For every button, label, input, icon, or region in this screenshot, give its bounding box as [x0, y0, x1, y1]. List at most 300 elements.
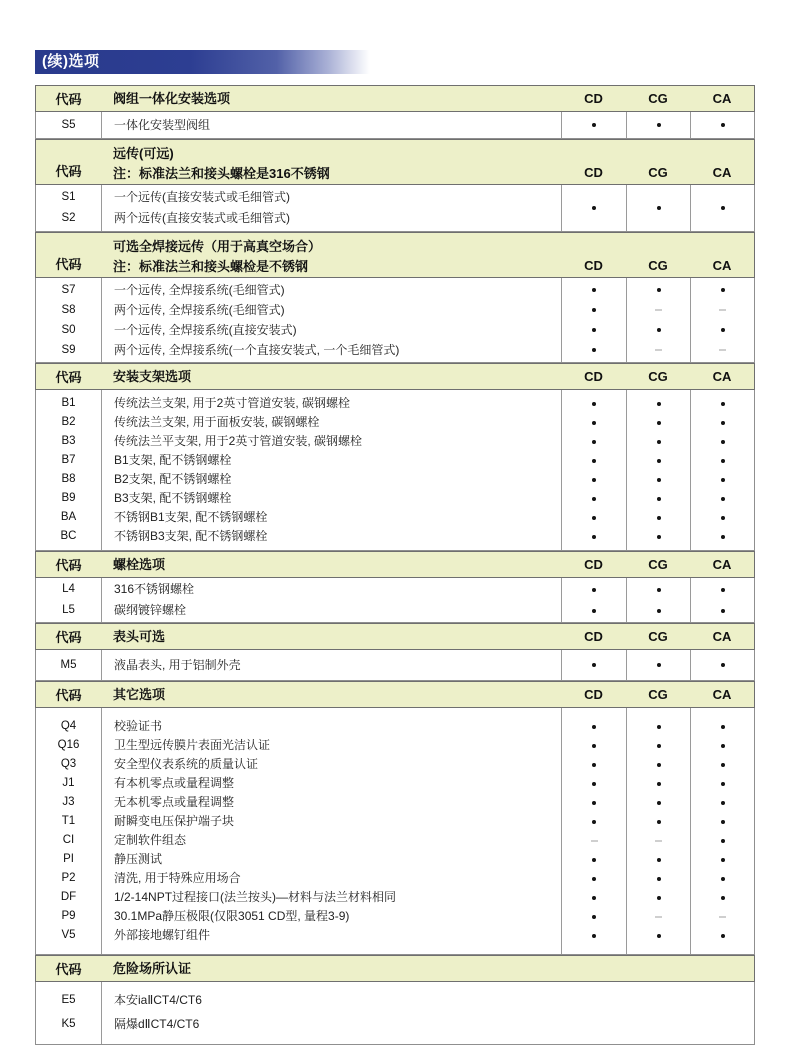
availability-cell [691, 888, 754, 907]
not-available-dash [719, 916, 726, 918]
option-description: 碳纲镀锌螺栓 [114, 603, 187, 617]
availability-dot [721, 609, 725, 613]
column-header-CG: CG [648, 557, 668, 572]
availability-cell [627, 651, 690, 679]
availability-cell [627, 907, 690, 926]
option-description: B1支架, 配不锈钢螺栓 [114, 453, 232, 467]
availability-cell [562, 831, 626, 850]
option-description: 传统法兰支架, 用于2英寸管道安装, 碳钢螺栓 [114, 396, 351, 410]
option-code: BA [60, 511, 77, 523]
availability-dot [592, 915, 596, 919]
availability-cell [691, 907, 754, 926]
section-header [35, 363, 755, 390]
column-header-CA: CA [712, 557, 732, 572]
not-available-dash [719, 349, 726, 351]
availability-dot [592, 328, 596, 332]
option-description: 校验证书 [114, 719, 163, 733]
description-column [101, 278, 561, 362]
code-column [36, 185, 101, 231]
availability-dot [592, 763, 596, 767]
option-description: 有本机零点或量程调整 [114, 776, 235, 790]
code-column-header: 代码 [55, 962, 82, 977]
availability-cell [627, 600, 690, 621]
section-header [35, 85, 755, 112]
availability-cell [691, 793, 754, 812]
availability-cell [691, 280, 754, 300]
option-description: B2支架, 配不锈钢螺栓 [114, 472, 232, 486]
option-code: B9 [61, 492, 76, 504]
code-column [36, 112, 101, 138]
option-code: B2 [61, 416, 76, 428]
availability-cell [691, 869, 754, 888]
option-description: B3支架, 配不锈钢螺栓 [114, 491, 232, 505]
option-code: S1 [61, 191, 76, 203]
availability-dot [657, 896, 661, 900]
availability-dot [592, 609, 596, 613]
section-header [35, 139, 755, 185]
not-available-dash [655, 349, 662, 351]
availability-cell [562, 340, 626, 360]
option-code: Q4 [60, 720, 77, 732]
code-column [36, 708, 101, 954]
availability-dot [592, 123, 596, 127]
option-description: 不锈钢B1支架, 配不锈钢螺栓 [114, 510, 268, 524]
sections [35, 85, 755, 1045]
option-section [35, 551, 755, 623]
availability-dot [592, 588, 596, 592]
availability-cell [627, 850, 690, 869]
option-description: 一体化安装型阀组 [114, 118, 211, 132]
availability-dot [721, 896, 725, 900]
option-section [35, 139, 755, 232]
availability-column-CA [690, 578, 754, 622]
availability-dot [721, 588, 725, 592]
column-header-CG: CG [648, 369, 668, 384]
option-code: B8 [61, 473, 76, 485]
option-description: 卫生型远传膜片表面光洁认证 [114, 738, 271, 752]
availability-dot [592, 782, 596, 786]
option-section [35, 955, 755, 1045]
code-column [36, 650, 101, 680]
availability-dot [657, 328, 661, 332]
section-body [35, 278, 755, 363]
availability-cell [627, 320, 690, 340]
column-header-CA: CA [712, 687, 732, 702]
column-header-CD: CD [584, 369, 603, 384]
availability-column-CA [690, 185, 754, 231]
availability-cell [562, 793, 626, 812]
option-code: L4 [62, 583, 75, 595]
column-header-CA: CA [712, 258, 732, 273]
section-title [101, 627, 561, 647]
availability-cell [562, 600, 626, 621]
option-code: S5 [61, 119, 76, 131]
availability-dot [592, 478, 596, 482]
availability-cell [627, 717, 690, 736]
availability-cell [691, 470, 754, 489]
availability-column-CG [626, 390, 690, 550]
option-section [35, 85, 755, 139]
option-code: S8 [61, 304, 76, 316]
availability-column-CA [690, 390, 754, 550]
code-column [36, 278, 101, 362]
availability-dot [657, 858, 661, 862]
availability-cell [562, 736, 626, 755]
availability-dot [721, 663, 725, 667]
description-column [101, 390, 561, 550]
code-column-header: 代码 [55, 92, 82, 107]
description-column [101, 112, 561, 138]
availability-cell [691, 774, 754, 793]
availability-dot [657, 288, 661, 292]
availability-dot [657, 609, 661, 613]
code-column-header: 代码 [55, 688, 82, 703]
availability-cell [627, 432, 690, 451]
availability-cell [627, 888, 690, 907]
option-code: T1 [61, 815, 76, 827]
availability-dot [592, 744, 596, 748]
availability-cell [627, 831, 690, 850]
option-description: 316不锈钢螺栓 [114, 582, 195, 596]
description-column [101, 650, 561, 680]
availability-cell [627, 470, 690, 489]
column-header-CD: CD [584, 557, 603, 572]
option-code: B1 [61, 397, 76, 409]
option-code: J1 [62, 777, 75, 789]
availability-cell [627, 413, 690, 432]
availability-dot [592, 801, 596, 805]
availability-dot [657, 516, 661, 520]
option-description: 清洗, 用于特殊应用场合 [114, 871, 241, 885]
option-code: B7 [61, 454, 76, 466]
code-column-header: 代码 [55, 370, 82, 385]
availability-dot [721, 820, 725, 824]
column-header-CD: CD [584, 165, 603, 180]
availability-dot [592, 206, 596, 210]
availability-column-CD [561, 390, 626, 550]
availability-column-CA [690, 112, 754, 138]
availability-dot [592, 288, 596, 292]
section-title-line: 注：标准法兰和接头螺检是不锈钢 [113, 259, 309, 274]
column-header-CG: CG [648, 258, 668, 273]
column-header-CD: CD [584, 629, 603, 644]
availability-cell [562, 394, 626, 413]
availability-dot [592, 516, 596, 520]
column-header-CG: CG [648, 629, 668, 644]
availability-cell [691, 451, 754, 470]
option-description: 一个远传, 全焊接系统(直接安装式) [114, 323, 297, 337]
code-column-header: 代码 [55, 257, 82, 272]
availability-cell [691, 413, 754, 432]
code-column-header: 代码 [55, 558, 82, 573]
availability-dot [657, 478, 661, 482]
availability-dot [592, 440, 596, 444]
section-title [101, 144, 561, 184]
option-code: M5 [60, 659, 77, 671]
option-code: S7 [61, 284, 76, 296]
availability-cell [691, 320, 754, 340]
availability-cell [691, 831, 754, 850]
availability-dot [721, 763, 725, 767]
availability-cell [562, 112, 626, 138]
availability-cell [627, 280, 690, 300]
section-title [101, 237, 561, 277]
availability-dot [592, 858, 596, 862]
availability-dot [657, 206, 661, 210]
option-code: B3 [61, 435, 76, 447]
availability-dot [657, 123, 661, 127]
option-description: 两个远传, 全焊接系统(一个直接安装式, 一个毛细管式) [114, 343, 400, 357]
page-content [35, 50, 755, 1045]
option-code: J3 [62, 796, 75, 808]
option-description: 不锈钢B3支架, 配不锈钢螺栓 [114, 529, 268, 543]
option-description: 隔爆dⅡCT4/CT6 [114, 1017, 200, 1031]
section-title [101, 685, 561, 705]
option-description: 静压测试 [114, 852, 163, 866]
availability-dot [657, 725, 661, 729]
option-code: P9 [61, 910, 76, 922]
availability-dot [657, 497, 661, 501]
option-description: 定制软件组态 [114, 833, 187, 847]
availability-column-CD [561, 112, 626, 138]
availability-dot [592, 402, 596, 406]
availability-cell [562, 907, 626, 926]
availability-dot [592, 896, 596, 900]
availability-cell [691, 850, 754, 869]
column-header-CD: CD [584, 258, 603, 273]
availability-cell [691, 651, 754, 679]
availability-cell [627, 340, 690, 360]
availability-dot [721, 288, 725, 292]
availability-cell [627, 755, 690, 774]
availability-dot [592, 535, 596, 539]
not-available-dash [655, 916, 662, 918]
availability-dot [592, 497, 596, 501]
availability-dot [592, 725, 596, 729]
availability-dot [721, 744, 725, 748]
availability-cell [627, 812, 690, 831]
column-header-CA: CA [712, 91, 732, 106]
availability-cell [627, 926, 690, 945]
availability-cell [627, 736, 690, 755]
description-column [101, 578, 561, 622]
availability-dot [657, 663, 661, 667]
section-body [35, 185, 755, 232]
section-header [35, 232, 755, 278]
description-column [101, 185, 561, 231]
option-code: L5 [62, 604, 75, 616]
column-header-CD: CD [584, 91, 603, 106]
availability-cell [562, 651, 626, 679]
section-title-line: 表头可选 [113, 628, 166, 644]
availability-dot [657, 459, 661, 463]
availability-cell [562, 300, 626, 320]
option-description: 无本机零点或量程调整 [114, 795, 235, 809]
availability-dot [657, 820, 661, 824]
availability-cell [562, 717, 626, 736]
section-header [35, 681, 755, 708]
availability-dot [657, 535, 661, 539]
availability-cell [691, 926, 754, 945]
availability-cell [627, 869, 690, 888]
availability-cell [627, 300, 690, 320]
option-code: P2 [61, 872, 76, 884]
availability-column-CD [561, 278, 626, 362]
availability-dot [657, 801, 661, 805]
section-title [101, 959, 754, 979]
availability-cell [691, 527, 754, 546]
section-title-line: 危险场所认证 [113, 960, 192, 976]
section-title-line: 安装支架选项 [113, 368, 192, 384]
option-description: 传统法兰平支架, 用于2英寸管道安装, 碳钢螺栓 [114, 434, 363, 448]
availability-cell [691, 432, 754, 451]
availability-cell [627, 527, 690, 546]
availability-cell [691, 300, 754, 320]
option-description: 一个远传(直接安装式或毛细管式) [114, 190, 290, 204]
availability-column-CG [626, 650, 690, 680]
page-title: (续)选项 [35, 50, 380, 74]
availability-dot [721, 440, 725, 444]
availability-dot [657, 877, 661, 881]
availability-dot [721, 459, 725, 463]
availability-cell [691, 489, 754, 508]
not-available-dash [655, 840, 662, 842]
description-column [101, 708, 561, 954]
availability-dot [657, 588, 661, 592]
availability-cell [562, 320, 626, 340]
availability-dot [592, 663, 596, 667]
availability-cell [562, 432, 626, 451]
section-title-line: 螺栓选项 [113, 556, 166, 572]
availability-cell [562, 489, 626, 508]
availability-cell [627, 394, 690, 413]
not-available-dash [655, 309, 662, 311]
availability-column-CA [690, 278, 754, 362]
availability-column-CG [626, 708, 690, 954]
code-column-header: 代码 [55, 164, 82, 179]
section-title-line: 可选全焊接远传（用于高真空场合） [113, 239, 322, 254]
availability-cell [627, 508, 690, 527]
availability-cell [627, 112, 690, 138]
option-section [35, 232, 755, 363]
availability-dot [721, 206, 725, 210]
not-available-dash [591, 840, 598, 842]
code-column [36, 578, 101, 622]
section-title-line: 注：标准法兰和接头螺栓是316不锈钢 [113, 166, 330, 181]
availability-column-CG [626, 578, 690, 622]
availability-dot [657, 402, 661, 406]
availability-dot [592, 820, 596, 824]
section-body [35, 982, 755, 1045]
availability-cell [562, 850, 626, 869]
option-description: 安全型仪表系统的质量认证 [114, 757, 259, 771]
option-code: K5 [61, 1018, 76, 1030]
availability-cell [691, 394, 754, 413]
description-column [101, 982, 754, 1044]
availability-cell [562, 812, 626, 831]
option-code: V5 [61, 929, 76, 941]
option-description: 30.1MPa静压极限(仅限3051 CD型, 量程3-9) [114, 909, 350, 923]
availability-column-CD [561, 708, 626, 954]
availability-column-CG [626, 112, 690, 138]
availability-column-CG [626, 185, 690, 231]
section-body [35, 578, 755, 623]
option-description: 本安iaⅡCT4/CT6 [114, 993, 202, 1007]
availability-cell [691, 579, 754, 600]
availability-cell [691, 755, 754, 774]
availability-cell [691, 508, 754, 527]
availability-cell [691, 812, 754, 831]
availability-column-CA [690, 650, 754, 680]
availability-dot [592, 459, 596, 463]
section-title [101, 89, 561, 109]
option-code: PI [63, 853, 74, 865]
column-header-CG: CG [648, 687, 668, 702]
option-code: Q16 [57, 739, 80, 751]
availability-dot [721, 402, 725, 406]
section-body [35, 708, 755, 955]
availability-cell [562, 508, 626, 527]
option-code: DF [60, 891, 77, 903]
option-code: E5 [61, 994, 76, 1006]
section-title-line: 远传(可远) [113, 146, 174, 161]
option-description: 传统法兰支架, 用于面板安装, 碳钢螺栓 [114, 415, 320, 429]
option-description: 两个远传(直接安装式或毛细管式) [114, 211, 290, 225]
code-column-header: 代码 [55, 630, 82, 645]
code-column [36, 982, 101, 1044]
availability-cell [562, 774, 626, 793]
availability-dot [721, 839, 725, 843]
availability-cell [562, 413, 626, 432]
availability-cell [562, 527, 626, 546]
option-code: S0 [61, 324, 76, 336]
availability-dot [721, 478, 725, 482]
availability-dot [657, 440, 661, 444]
availability-dot [721, 516, 725, 520]
option-description: 液晶表头, 用于铝制外壳 [114, 658, 241, 672]
availability-cell [691, 600, 754, 621]
availability-cell [562, 451, 626, 470]
availability-cell [562, 888, 626, 907]
availability-dot [657, 934, 661, 938]
availability-dot [657, 744, 661, 748]
availability-column-CG [626, 278, 690, 362]
availability-dot [592, 877, 596, 881]
availability-dot [592, 934, 596, 938]
code-column [36, 390, 101, 550]
section-body [35, 112, 755, 139]
availability-dot [721, 858, 725, 862]
not-available-dash [719, 309, 726, 311]
section-title-line: 阀组一体化安装选项 [113, 90, 231, 106]
availability-cell [562, 869, 626, 888]
column-header-CA: CA [712, 629, 732, 644]
section-body [35, 650, 755, 681]
section-body [35, 390, 755, 551]
option-description: 一个远传, 全焊接系统(毛细管式) [114, 283, 285, 297]
option-code: S2 [61, 212, 76, 224]
availability-dot [657, 421, 661, 425]
availability-cell [627, 774, 690, 793]
column-header-CG: CG [648, 91, 668, 106]
availability-cell [562, 280, 626, 300]
availability-cell [562, 755, 626, 774]
availability-cell [562, 579, 626, 600]
section-title [101, 555, 561, 575]
availability-cell [691, 736, 754, 755]
column-header-CD: CD [584, 687, 603, 702]
column-header-CG: CG [648, 165, 668, 180]
